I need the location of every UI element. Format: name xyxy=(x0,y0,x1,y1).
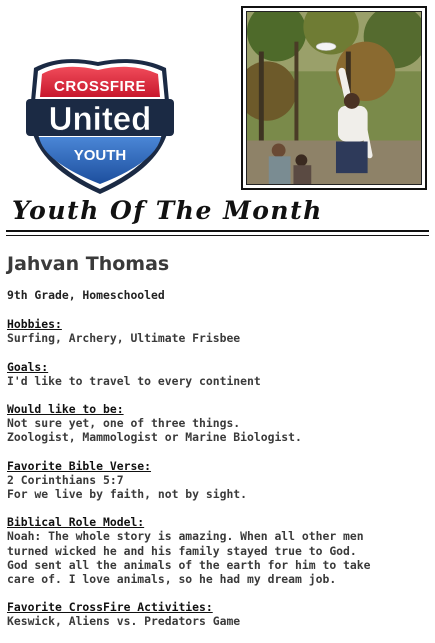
section-line: Noah: The whole story is amazing. When all other men xyxy=(7,529,364,544)
section-goals xyxy=(7,360,429,388)
section-label: Biblical Role Model: xyxy=(7,515,145,530)
section-line: Keswick, Aliens vs. Predators Game xyxy=(7,614,241,629)
section-line: Not sure yet, one of three things. xyxy=(7,416,241,431)
logo-top-text: CROSSFIRE xyxy=(53,78,147,95)
section-line: care of. I love animals, so he had my dream job. xyxy=(7,572,337,587)
section-label: Favorite Bible Verse: xyxy=(7,458,152,473)
youth-name: Jahvan Thomas xyxy=(7,253,170,275)
section-label: Favorite CrossFire Activities: xyxy=(7,600,213,615)
section-line: God sent all the animals of the earth for him to take xyxy=(7,557,371,572)
title-divider xyxy=(6,230,429,232)
section-line: turned wicked he and his family stayed true to God. xyxy=(7,543,357,558)
section-line: 2 Corinthians 5:7 xyxy=(7,472,124,487)
section-line: For we live by faith, not by sight. xyxy=(7,487,248,502)
section-favorite-crossfire-activities xyxy=(7,600,429,628)
youth-photo xyxy=(241,6,427,190)
logo-main-text: United xyxy=(48,100,152,137)
crossfire-united-youth-logo xyxy=(20,52,180,198)
logo-shield-icon xyxy=(20,52,180,198)
section-label: Hobbies: xyxy=(7,317,62,332)
title-divider-thin xyxy=(6,235,429,236)
section-line: Zoologist, Mammologist or Marine Biologist. xyxy=(7,430,302,445)
section-line: Surfing, Archery, Ultimate Frisbee xyxy=(7,331,241,346)
section-hobbies xyxy=(7,317,429,345)
section-label: Goals: xyxy=(7,359,49,374)
section-biblical-role-model xyxy=(7,515,429,586)
section-would-like-to-be xyxy=(7,402,429,445)
logo-bottom-text: YOUTH xyxy=(73,147,127,164)
section-label: Would like to be: xyxy=(7,402,124,417)
section-line: I'd like to travel to every continent xyxy=(7,373,261,388)
page-title: Youth Of The Month xyxy=(12,196,323,225)
profile-details xyxy=(7,288,429,643)
grade-school: 9th Grade, Homeschooled xyxy=(7,288,165,302)
boy-catching-frisbee-image xyxy=(246,11,422,185)
section-favorite-bible-verse xyxy=(7,459,429,502)
